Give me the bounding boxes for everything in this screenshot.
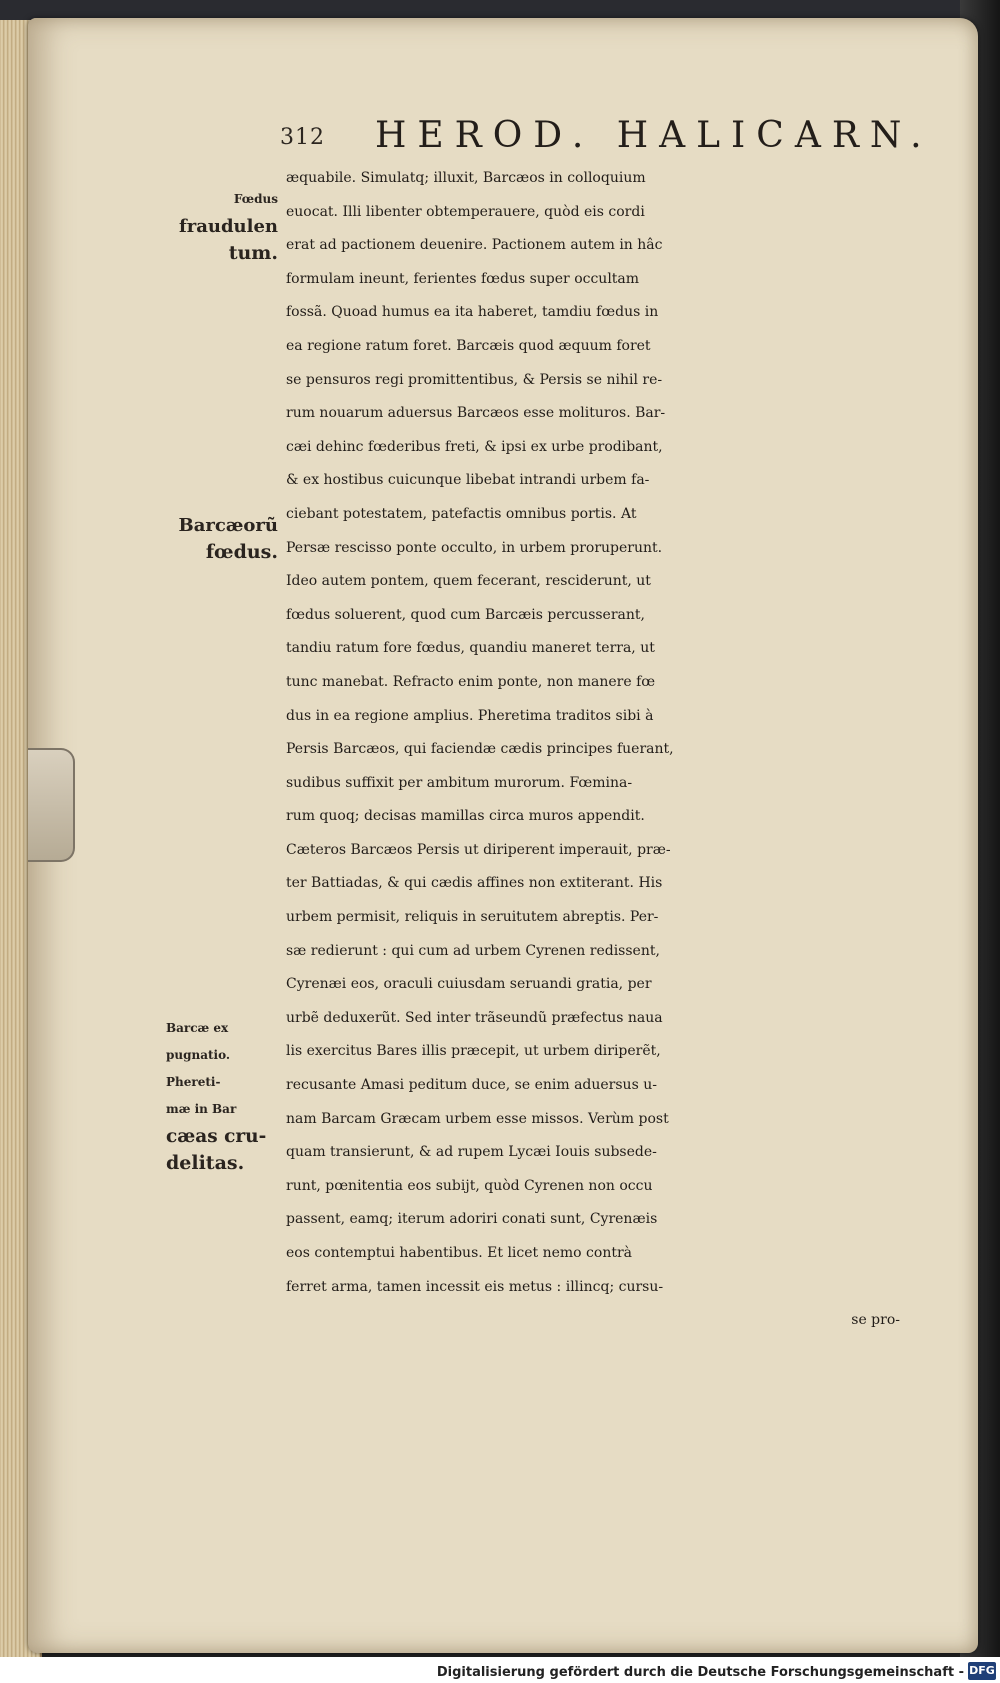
text-line: Ideo autem pontem, quem fecerant, resciderunt, ut: [286, 573, 651, 590]
text-line: dus in ea regione amplius. Pheretima traditos sibi à: [286, 707, 654, 724]
text-line: cæi dehinc fœderibus freti, & ipsi ex urbe prodibant,: [286, 438, 663, 455]
text-line: erat ad pactionem deuenire. Pactionem autem in hâc: [286, 237, 663, 254]
text-line: ea regione ratum foret. Barcæis quod æquum foret: [286, 337, 651, 354]
margin-note-line: Fœdus: [233, 192, 278, 206]
margin-note-line: Barcæ ex: [166, 1021, 229, 1035]
text-line: ter Battiadas, & qui cædis affines non extiterant. His: [286, 875, 663, 892]
text-line: æquabile. Simulatq; illuxit, Barcæos in colloquium: [286, 170, 646, 186]
margin-note-line: delitas.: [166, 1152, 245, 1174]
text-line: rum quoq; decisas mamillas circa muros appendit.: [286, 808, 645, 825]
text-line: & ex hostibus cuicunque libebat intrandi urbem fa-: [286, 472, 650, 489]
margin-note-line: tum.: [228, 242, 278, 264]
text-line: Cyrenæi eos, oraculi cuiusdam seruandi gratia, per: [286, 976, 652, 993]
margin-note-line: mæ in Bar: [166, 1102, 237, 1116]
text-line: Cæteros Barcæos Persis ut diriperent imperauit, præ-: [286, 841, 671, 858]
text-line: quam transierunt, & ad rupem Lycæi Iouis subsede-: [286, 1144, 657, 1161]
text-line: ciebant potestatem, patefactis omnibus portis. At: [286, 505, 637, 522]
text-line: formulam ineunt, ferientes fœdus super occultam: [286, 270, 640, 287]
footer-bar: [0, 1657, 1000, 1683]
text-line: passent, eamq; iterum adoriri conati sunt, Cyrenæis: [286, 1211, 658, 1228]
page-number: 312: [280, 125, 325, 150]
text-line: euocat. Illi libenter obtemperauere, quòd eis cordi: [286, 203, 645, 220]
margin-note-pheretima: [166, 1015, 266, 1177]
text-line: lis exercitus Bares illis præcepit, ut urbem diriperẽt,: [286, 1043, 661, 1060]
text-line: urbẽ deduxerũt. Sed inter trãseundũ præfectus naua: [286, 1009, 663, 1026]
text-line: tunc manebat. Refracto enim ponte, non manere fœ: [286, 673, 656, 690]
dfg-logo: DFG: [968, 1662, 996, 1680]
margin-note-line: fraudulen: [178, 216, 278, 237]
margin-note-line: Phereti-: [166, 1075, 221, 1089]
page-header: [270, 115, 933, 165]
margin-note-line: pugnatio.: [166, 1048, 231, 1062]
text-line: eos contemptui habentibus. Et licet nemo contrà: [286, 1245, 633, 1261]
text-line: se pensuros regi promittentibus, & Persis se nihil re-: [286, 371, 663, 388]
text-line: nam Barcam Græcam urbem esse missos. Verùm post: [286, 1110, 669, 1127]
margin-note-foedus: [179, 186, 278, 267]
text-line: urbem permisit, reliquis in seruitutem abreptis. Per-: [286, 909, 659, 926]
margin-note-line: fœdus.: [205, 541, 278, 563]
text-line: fossã. Quoad humus ea ita haberet, tamdiu fœdus in: [286, 304, 659, 321]
text-line: ferret arma, tamen incessit eis metus : illincq; cursu-: [286, 1278, 664, 1295]
digitization-credit: Digitalisierung gefördert durch die Deutsche Forschungsgemeinschaft -: [436, 1665, 964, 1680]
text-line: fœdus soluerent, quod cum Barcæis percusserant,: [286, 606, 645, 623]
margin-note-line: Barcæorũ: [178, 515, 278, 536]
text-line: rum nouarum aduersus Barcæos esse molituros. Bar-: [286, 405, 666, 422]
catchword: se pro-: [851, 1312, 900, 1329]
text-line: tandiu ratum fore fœdus, quandiu maneret terra, ut: [286, 640, 655, 657]
margin-note-line: cæas cru-: [166, 1126, 267, 1147]
text-line: Persæ rescisso ponte occulto, in urbem proruperunt.: [286, 539, 663, 556]
body-text: [286, 162, 926, 1338]
page-clip: [28, 748, 75, 862]
text-line: sæ redierunt : qui cum ad urbem Cyrenen redissent,: [286, 942, 660, 959]
text-line: runt, pœnitentia eos subijt, quòd Cyrenen non occu: [286, 1177, 653, 1194]
text-line: Persis Barcæos, qui faciendæ cædis principes fuerant,: [286, 741, 674, 758]
margin-note-barcaeorum: [179, 512, 278, 566]
running-title: HEROD. HALICARN.: [375, 115, 933, 156]
text-line: sudibus suffixit per ambitum murorum. Fœmina-: [286, 774, 633, 791]
text-line: recusante Amasi peditum duce, se enim aduersus u-: [286, 1077, 657, 1094]
